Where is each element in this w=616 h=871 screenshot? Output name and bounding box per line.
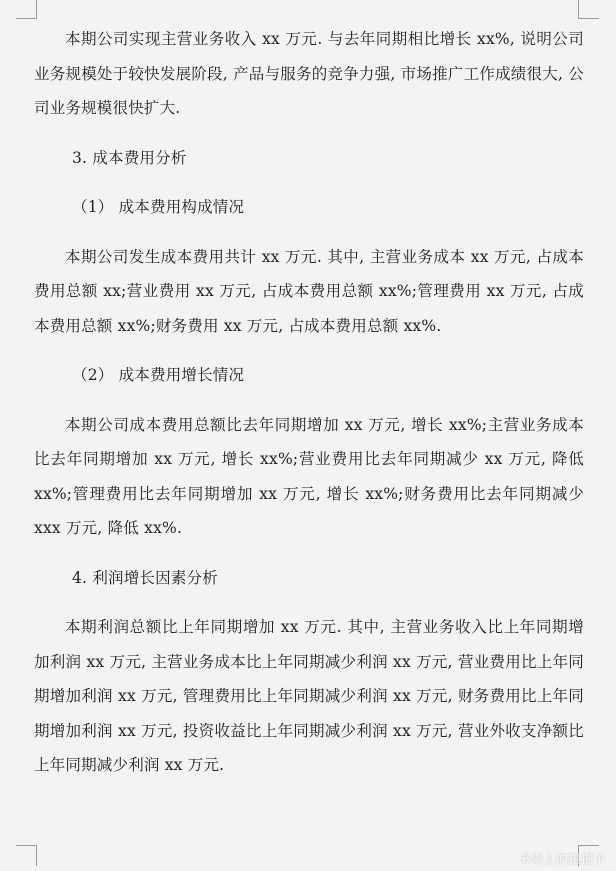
crop-mark-top-right [578, 0, 599, 19]
heading-cost-analysis: 3. 成本费用分析 [72, 148, 187, 167]
paragraph-cost-growth: 本期公司成本费用总额比去年同期增加 xx 万元, 增长 xx%;主营业务成本比去年同期增加 xx 万元, 增长 xx%;营业费用比去年同期减少 xx 万元, 降低 xx%;管理费用比去年同期增加 xx 万元, 增长 xx%;财务费用比去年同期减少 xxx 万元, 降低 xx%. [34, 415, 584, 537]
heading-profit-analysis: 4. 利润增长因素分析 [72, 568, 218, 587]
subheading-cost-composition: （1） 成本费用构成情况 [72, 198, 245, 216]
crop-mark-bottom-left [16, 845, 37, 866]
paragraph-cost-composition: 本期公司发生成本费用共计 xx 万元. 其中, 主营业务成本 xx 万元, 占成本费用总额 xx;营业费用 xx 万元, 占成本费用总额 xx%;管理费用 xx 万元, 占成本费用总额 xx%;财务费用 xx 万元, 占成本费用总额 xx%. [34, 247, 584, 335]
subheading-cost-growth: （2） 成本费用增长情况 [72, 366, 245, 384]
document-body [34, 22, 584, 798]
paragraph-revenue: 本期公司实现主营业务收入 xx 万元. 与去年同期相比增长 xx%, 说明公司业务规模处于较快发展阶段, 产品与服务的竞争力强, 市场推广工作成绩很大, 公司业务规模很快扩大. [34, 30, 584, 117]
crop-mark-top-left [16, 0, 37, 19]
watermark: 书架上的扭把子 [518, 852, 606, 866]
paragraph-profit-growth: 本期利润总额比上年同期增加 xx 万元. 其中, 主营业务收入比上年同期增加利润 xx 万元, 主营业务成本比上年同期减少利润 xx 万元, 营业费用比上年同期增加利润 xx 万元, 管理费用比上年同期减少利润 xx 万元, 财务费用比上年同期增加利润 xx 万元, 投资收益比上年同期减少利润 xx 万元, 营业外收支净额比上年同期减少利润 xx 万元. [34, 618, 584, 774]
